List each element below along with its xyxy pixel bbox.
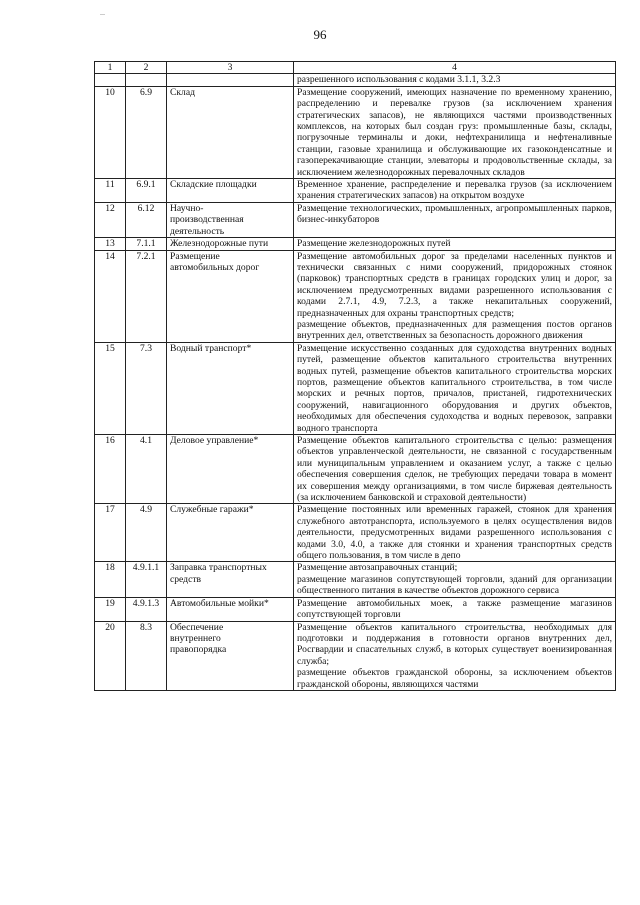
row-number: 16	[95, 435, 126, 504]
row-code: 4.9.1.3	[126, 597, 167, 621]
row-name: Заправка транспортных средств	[167, 562, 294, 597]
row-code: 7.1.1	[126, 238, 167, 250]
row-description: Размещение железнодорожных путей	[294, 238, 616, 250]
table-row	[95, 435, 616, 504]
row-code: 4.9	[126, 504, 167, 562]
row-description: Размещение автозаправочных станций; размещение магазинов сопутствующей торговли, зданий для организации общественного питания в качестве объектов дорожного сервиса	[294, 562, 616, 597]
row-code: 7.2.1	[126, 250, 167, 342]
row-name: Склад	[167, 86, 294, 178]
row-name: Обеспечение внутреннего правопорядка	[167, 621, 294, 690]
row-name: Водный транспорт*	[167, 342, 294, 434]
row-number	[95, 74, 126, 86]
scan-mark	[100, 14, 105, 15]
row-name	[167, 74, 294, 86]
header-cell: 3	[167, 62, 294, 74]
page-number: 96	[313, 27, 327, 42]
table-row	[95, 342, 616, 434]
row-description: Размещение постоянных или временных гаражей, стоянок для хранения служебного автотранспорта, используемого в целях осуществления видов деятельности, предусмотренных видами разрешенного использования с кодами 3.0, 4.0, а также для стоянки и хранения транспортных средств общего пользования, в том числе в депо	[294, 504, 616, 562]
row-description: Размещение объектов капитального строительства с целью: размещения объектов управленческой деятельности, не связанной с государственным или муниципальным управлением и оказанием услуг, а также с целью обеспечения совершения сделок, не требующих передачи товара в момент их совершения между организациями, в том числе биржевая деятельность (за исключением банковской и страховой деятельности)	[294, 435, 616, 504]
table-row	[95, 597, 616, 621]
row-code: 4.9.1.1	[126, 562, 167, 597]
row-description: Размещение искусственно созданных для судоходства внутренних водных путей, размещение объектов капитального строительства внутренних водных путей, размещение объектов капитального строительства морских портов, размещение объектов капитального строительства, в том числе морских и речных портов, причалов, пристаней, гидротехнических сооружений, навигационного оборудования и других объектов, необходимых для обеспечения судоходства и водных перевозок, заправки водного транспорта	[294, 342, 616, 434]
land-use-table	[94, 61, 616, 691]
row-code: 6.12	[126, 202, 167, 237]
row-description: Размещение технологических, промышленных, агропромышленных парков, бизнес-инкубаторов	[294, 202, 616, 237]
row-code: 8.3	[126, 621, 167, 690]
row-code: 7.3	[126, 342, 167, 434]
row-number: 20	[95, 621, 126, 690]
table-row	[95, 202, 616, 237]
row-description: Размещение автомобильных дорог за пределами населенных пунктов и технически связанных с ними сооружений, придорожных стоянок (парковок) транспортных средств в границах городских улиц и дорог, за исключением предусмотренных видами разрешенного использования с кодами 2.7.1, 4.9, 7.2.3, а также некапитальных сооружений, предназначенных для охраны транспортных средств; размещение объектов, предназначенных для размещения постов органов внутренних дел, ответственных за безопасность дорожного движения	[294, 250, 616, 342]
table-row	[95, 621, 616, 690]
row-description: Размещение объектов капитального строительства, необходимых для подготовки и поддержания в готовности органов внутренних дел, Росгвардии и спасательных служб, в которых существует военизированная служба; размещение объектов гражданской обороны, за исключением объектов гражданской обороны, являющихся частями	[294, 621, 616, 690]
row-code: 4.1	[126, 435, 167, 504]
header-cell: 4	[294, 62, 616, 74]
table-row	[95, 562, 616, 597]
row-number: 15	[95, 342, 126, 434]
row-description: Размещение автомобильных моек, а также размещение магазинов сопутствующей торговли	[294, 597, 616, 621]
header-row	[95, 62, 616, 74]
row-name: Складские площадки	[167, 179, 294, 203]
row-name: Автомобильные мойки*	[167, 597, 294, 621]
row-number: 10	[95, 86, 126, 178]
header-cell: 1	[95, 62, 126, 74]
table-row	[95, 250, 616, 342]
row-code: 6.9	[126, 86, 167, 178]
table-row	[95, 179, 616, 203]
row-description: разрешенного использования с кодами 3.1.1, 3.2.3	[294, 74, 616, 86]
row-name: Деловое управление*	[167, 435, 294, 504]
row-number: 14	[95, 250, 126, 342]
row-number: 17	[95, 504, 126, 562]
table-row	[95, 504, 616, 562]
table-row	[95, 86, 616, 178]
table-row	[95, 74, 616, 86]
row-name: Научно- производственная деятельность	[167, 202, 294, 237]
row-number: 12	[95, 202, 126, 237]
row-description: Размещение сооружений, имеющих назначение по временному хранению, распределению и перевалке грузов (за исключением хранения стратегических запасов), не являющихся частями производственных комплексов, на которых был создан груз: промышленные базы, склады, погрузочные терминалы и доки, нефтехранилища и нефтеналивные станции, газовые хранилища и обслуживающие их газоконденсатные и газоперекачивающие станции, элеваторы и продовольственные склады, за исключением железнодорожных перевалочных складов	[294, 86, 616, 178]
row-number: 13	[95, 238, 126, 250]
table-row	[95, 238, 616, 250]
row-number: 18	[95, 562, 126, 597]
row-name: Железнодорожные пути	[167, 238, 294, 250]
row-description: Временное хранение, распределение и перевалка грузов (за исключением хранения стратегических запасов) на открытом воздухе	[294, 179, 616, 203]
row-name: Размещение автомобильных дорог	[167, 250, 294, 342]
header-cell: 2	[126, 62, 167, 74]
row-code	[126, 74, 167, 86]
row-code: 6.9.1	[126, 179, 167, 203]
row-number: 11	[95, 179, 126, 203]
row-name: Служебные гаражи*	[167, 504, 294, 562]
row-number: 19	[95, 597, 126, 621]
